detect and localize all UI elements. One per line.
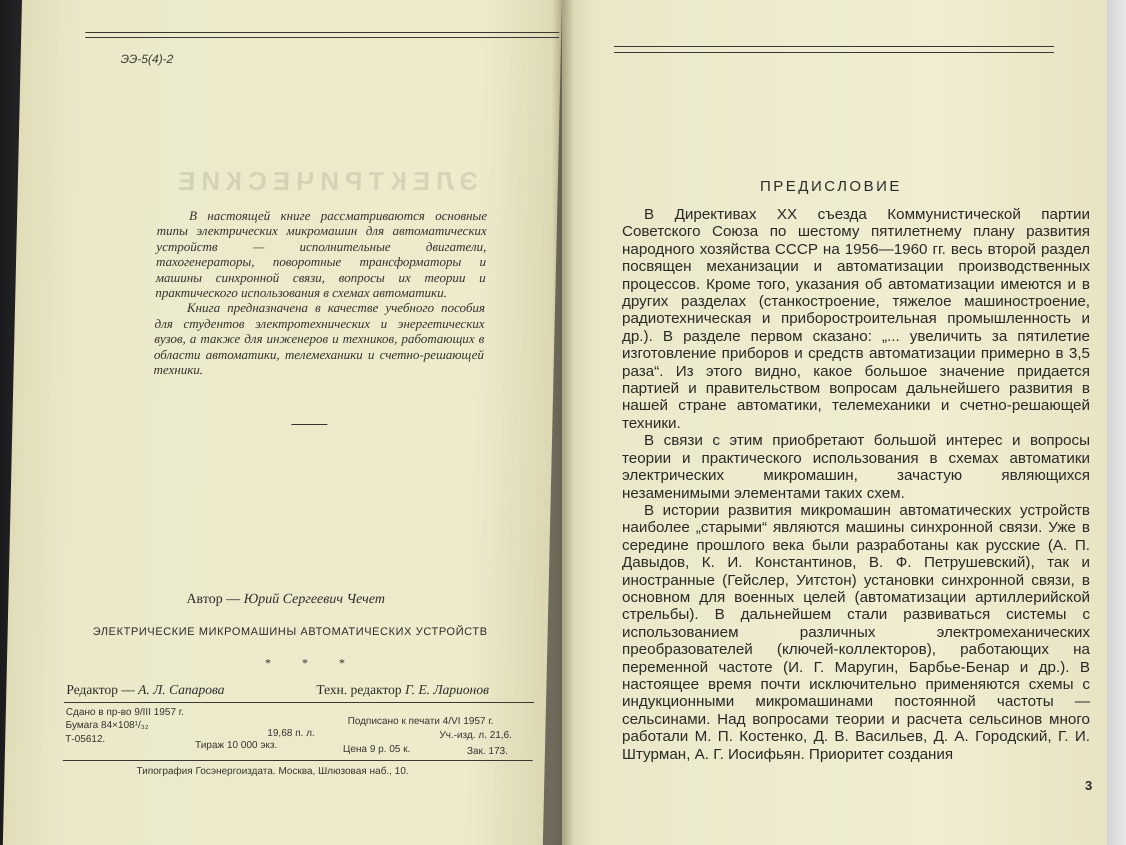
bleed-through-text: ЭЛЕКТРИЧЕСКИЕ xyxy=(171,166,479,196)
annotation-paragraph: Книга предназначена в качестве учебного пособия для студентов электротехнических и энергетических вузов, а также для инженеров и техников, работающих в области автоматики, телемеханики и счетно-решающей техники. xyxy=(153,300,486,378)
page-title: ПРЕДИСЛОВИЕ xyxy=(760,178,902,195)
preface-paragraph: В истории развития микромашин автоматических устройств наиболее „старыми“ являются машины синхронной связи. Уже в середине прошлого века были разработаны как русские (А. П. Давыдов, К. И. Константинов, В. Ф. Петрушевский), так и иностранные (Гейслер, Уитстон) установки синхронной связи, в основном для военных целей (автоматизации артиллерийской стрельбы). В дальнейшем стали развиваться системы с использованием различных электромеханических преобразователей (ключей-коллекторов), работающих на переменной частоте (И. Г. Маругин, Барбье-Бенар и др.). В настоящее время почти исключительно применяются схемы с индукционными микромашинами постоянной частоты — сельсинами. Над вопросами теории и расчета сельсинов много работали М. П. Костенко, Д. В. Васильев, Д. А. Городский, Г. И. Штурман, А. Г. Иосифьян. Приоритет создания xyxy=(622,501,1090,763)
imprint-rule xyxy=(64,702,534,703)
imprint-rule xyxy=(63,760,533,761)
editor-label: Редактор — xyxy=(66,682,136,697)
book-title: ЭЛЕКТРИЧЕСКИЕ МИКРОМАШИНЫ АВТОМАТИЧЕСКИХ УСТРОЙСТВ xyxy=(92,626,488,638)
separator-stars: * * * xyxy=(264,656,360,670)
imprint-printer: Типография Госэнергоиздата. Москва, Шлюзовая наб., 10. xyxy=(136,766,409,777)
imprint-signed: Подписано к печати 4/VI 1957 г. xyxy=(347,716,494,727)
top-rule xyxy=(614,52,1054,53)
imprint-paper: Бумага 84×108¹/₃₂ xyxy=(65,720,149,731)
imprint-uch: Уч.-изд. л. 21,6. xyxy=(439,730,513,741)
preface-paragraph: В Директивах XX съезда Коммунистической партии Советского Союза по шестому пятилетнему плану развития народного хозяйства СССР на 1956—1960 гг. весь второй раздел посвящен механизации и автоматизации производственных процессов. Кроме того, указания об автоматизации имеются и в других разделах (станкостроение, тяжелое машиностроение, радиотехническая и приборостроительная промышленность и др.). В разделе первом сказано: „... увеличить за пятилетие изготовление приборов и средств автоматизации примерно в 3,5 раза“. Из этого видно, какое большое значение придается партией и правительством вопросам дальнейшего развития в нашей стране автоматики, телемеханики и счетно-решающей техники. xyxy=(622,206,1090,432)
editor-name: А. Л. Сапарова xyxy=(138,682,225,697)
publication-code: ЭЭ-5(4)-2 xyxy=(120,52,174,66)
author-name: Юрий Сергеевич Чечет xyxy=(243,592,386,607)
imprint-sent: Сдано в пр-во 9/III 1957 г. xyxy=(65,707,185,718)
preface-paragraph: В связи с этим приобретают большой интерес и вопросы теории и практического использования в схемах автоматики электрических микромашин, зачастую являющихся незаменимыми элементами таких схем. xyxy=(622,432,1090,502)
tech-editor-line xyxy=(316,682,489,698)
imprint-order: Зак. 173. xyxy=(466,746,509,757)
top-rule xyxy=(614,46,1054,47)
annotation-paragraph: В настоящей книге рассматриваются основные типы электрических микромашин для автоматических устройств — исполнительные двигатели, тахогенераторы, поворотные трансформаторы и машины синхронной связи, вопросы их теории и практического использования в схемах автоматики. xyxy=(155,208,488,301)
author-label: Автор — xyxy=(186,592,241,607)
divider xyxy=(291,424,327,425)
top-rule xyxy=(85,37,559,38)
book-annotation xyxy=(153,208,487,377)
imprint-sheets: 19,68 п. л. xyxy=(267,728,315,739)
imprint-tirazh: Тираж 10 000 экз. xyxy=(194,740,278,751)
preface-text xyxy=(622,206,1090,763)
top-rule xyxy=(85,32,559,33)
tech-editor-label: Техн. редактор xyxy=(316,682,402,697)
left-page xyxy=(3,0,562,845)
imprint-t-number: Т-05612. xyxy=(65,734,106,745)
page-number: 3 xyxy=(1085,778,1093,793)
editor-line xyxy=(66,682,224,698)
author-line xyxy=(186,592,385,608)
tech-editor-name: Г. Е. Ларионов xyxy=(404,682,490,697)
imprint-price: Цена 9 р. 05 к. xyxy=(342,744,411,755)
book-gutter xyxy=(552,0,574,845)
